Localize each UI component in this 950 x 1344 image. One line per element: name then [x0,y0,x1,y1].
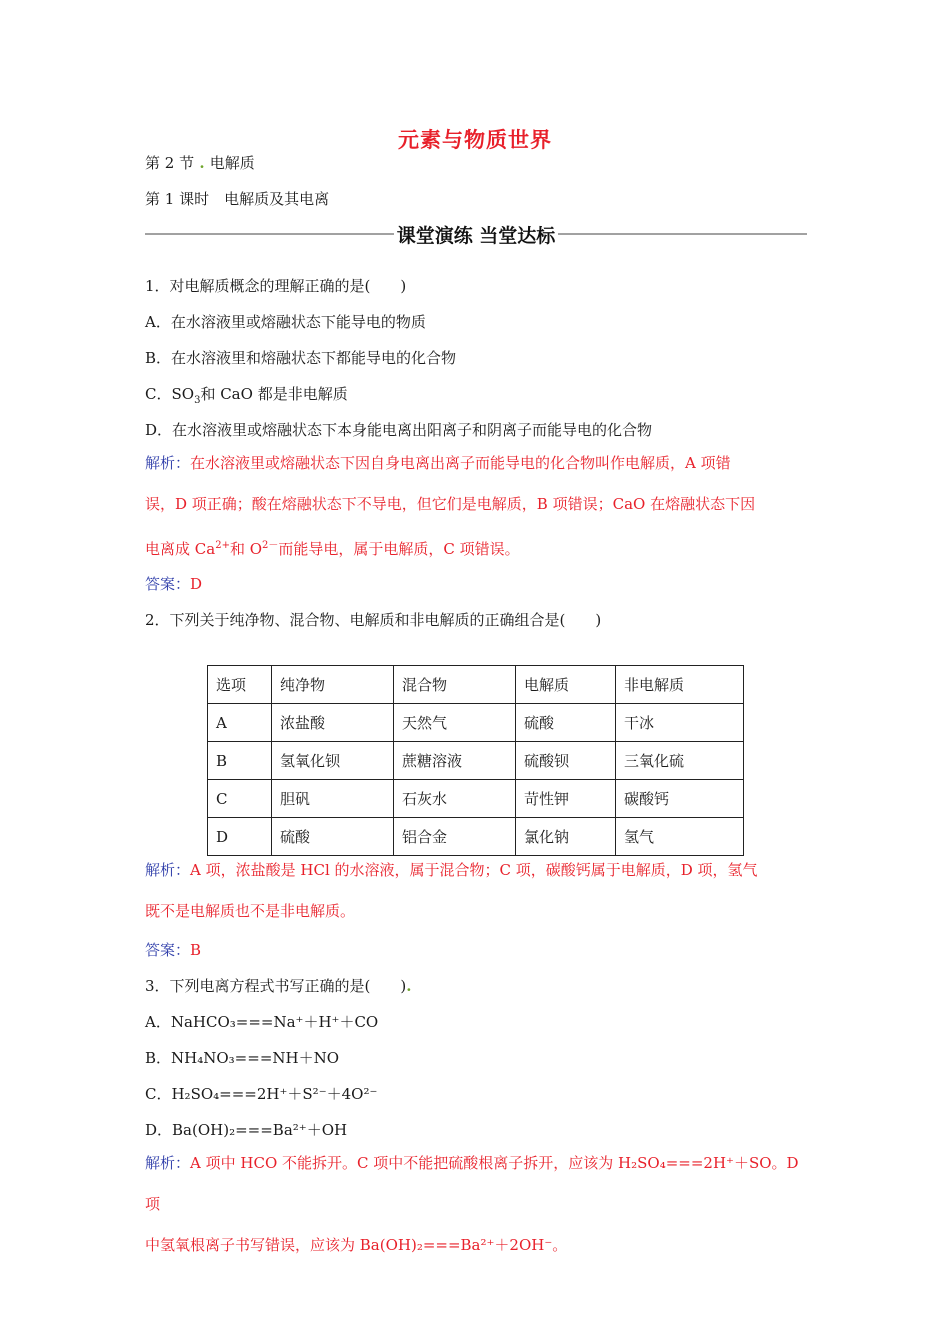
table-cell: 天然气 [394,704,516,742]
q1-option-c [145,383,348,406]
q1-option-c-post: 和 CaO 都是非电解质 [200,385,348,403]
q3-option-d: D．Ba(OH)₂===Ba²⁺＋OH [145,1121,348,1139]
table-header-cell: 混合物 [394,666,516,704]
decorative-dot: . [406,977,412,995]
table-cell: 硫酸钡 [516,742,616,780]
table-cell: D [208,818,272,856]
q1-analysis-3c: 和 O [229,540,263,558]
table-header-cell: 非电解质 [616,666,744,704]
table-cell: 氢氧化钡 [272,742,394,780]
q1-option-d: D．在水溶液里或熔融状态下本身能电离出阳离子和阴离子而能导电的化合物 [145,421,653,439]
table-cell: 胆矾 [272,780,394,818]
q1-analysis-3e: 而能导电，属于电解质，C 项错误。 [278,540,520,558]
banner-rule-right [558,233,807,235]
q1-answer-label: 答案： [145,575,191,593]
table-header-cell: 选项 [208,666,272,704]
q2-analysis [145,850,810,932]
table-cell: 三氧化硫 [616,742,744,780]
table-cell: 苛性钾 [516,780,616,818]
q3-analysis-text-1: A 项中 HCO 不能拆开。C 项中不能把硫酸根离子拆开，应该为 H₂SO₄===2H⁺＋SO。D 项 [145,1154,799,1213]
q2-analysis-line-1 [145,850,810,891]
table-cell: 氯化钠 [516,818,616,856]
q1-analysis [145,443,810,570]
table-cell: 干冰 [616,704,744,742]
q1-analysis-line-3 [145,525,810,570]
q1-analysis-text-1: 在水溶液里或熔融状态下因自身电离出离子而能导电的化合物叫作电解质，A 项错 [190,454,731,472]
table-cell: 氢气 [616,818,744,856]
q3-option-c: C．H₂SO₄===2H⁺＋S²⁻＋4O²⁻ [145,1085,378,1103]
table-cell: 硫酸 [272,818,394,856]
section-topic: 电解质 [209,154,255,172]
q2-analysis-label: 解析： [145,861,191,879]
banner-text: 课堂演练 当堂达标 [396,224,556,247]
q1-answer [145,573,202,594]
q2-table [207,665,744,856]
q1-analysis-line-1 [145,443,810,484]
q3-analysis-line-2: 中氢氧根离子书写错误，应该为 Ba(OH)₂===Ba²⁺＋2OH⁻。 [145,1236,568,1254]
table-cell: B [208,742,272,780]
table-cell: A [208,704,272,742]
table-row [208,704,744,742]
table-header-cell: 电解质 [516,666,616,704]
q2-answer-label: 答案： [145,941,191,959]
table-cell: 石灰水 [394,780,516,818]
decorative-dot: . [194,154,210,172]
q1-analysis-label: 解析： [145,454,191,472]
table-cell: 铝合金 [394,818,516,856]
q3-stem [145,975,411,996]
table-cell: 浓盐酸 [272,704,394,742]
q2-answer [145,939,201,960]
q2-stem: 2．下列关于纯净物、混合物、电解质和非电解质的正确组合是( ) [145,611,602,629]
q1-analysis-3a: 电离成 Ca [145,540,216,558]
q1-answer-value: D [190,575,203,593]
table-row [208,742,744,780]
q1-option-c-sub: 3 [194,395,201,406]
section-number: 第 2 节 [145,154,195,172]
table-cell: C [208,780,272,818]
section-banner [145,220,807,248]
q2-analysis-line-2: 既不是电解质也不是非电解质。 [145,902,356,920]
table-header-row [208,666,744,704]
q1-option-c-pre: C．SO [145,385,195,403]
banner-rule-left [145,233,394,235]
table-cell: 碳酸钙 [616,780,744,818]
q1-stem: 1．对电解质概念的理解正确的是( ) [145,277,407,295]
q3-analysis-line-1 [145,1143,810,1225]
q3-stem-text: 3．下列电离方程式书写正确的是( ) [145,977,407,995]
table-header-cell: 纯净物 [272,666,394,704]
q1-option-b: B．在水溶液里和熔融状态下都能导电的化合物 [145,349,457,367]
table-row [208,780,744,818]
q3-option-a: A．NaHCO₃===Na⁺＋H⁺＋CO [145,1013,379,1031]
q3-analysis [145,1143,810,1266]
section-heading [145,152,255,173]
q2-answer-value: B [190,941,202,959]
q2-analysis-text-1: A 项，浓盐酸是 HCl 的水溶液，属于混合物；C 项，碳酸钙属于电解质，D 项，氢气 [190,861,758,879]
q1-analysis-3b: 2+ [215,540,230,551]
document-title: 元素与物质世界 [398,127,552,152]
q1-analysis-3d: 2－ [262,540,279,551]
table-cell: 蔗糖溶液 [394,742,516,780]
q1-option-a: A．在水溶液里或熔融状态下能导电的物质 [145,313,426,331]
q3-analysis-label: 解析： [145,1154,191,1172]
q3-option-b: B．NH₄NO₃===NH＋NO [145,1049,340,1067]
lesson-heading: 第 1 课时 电解质及其电离 [145,190,330,208]
table-cell: 硫酸 [516,704,616,742]
q1-analysis-line-2: 误，D 项正确；酸在熔融状态下不导电，但它们是电解质，B 项错误；CaO 在熔融状态下因 [145,495,756,513]
